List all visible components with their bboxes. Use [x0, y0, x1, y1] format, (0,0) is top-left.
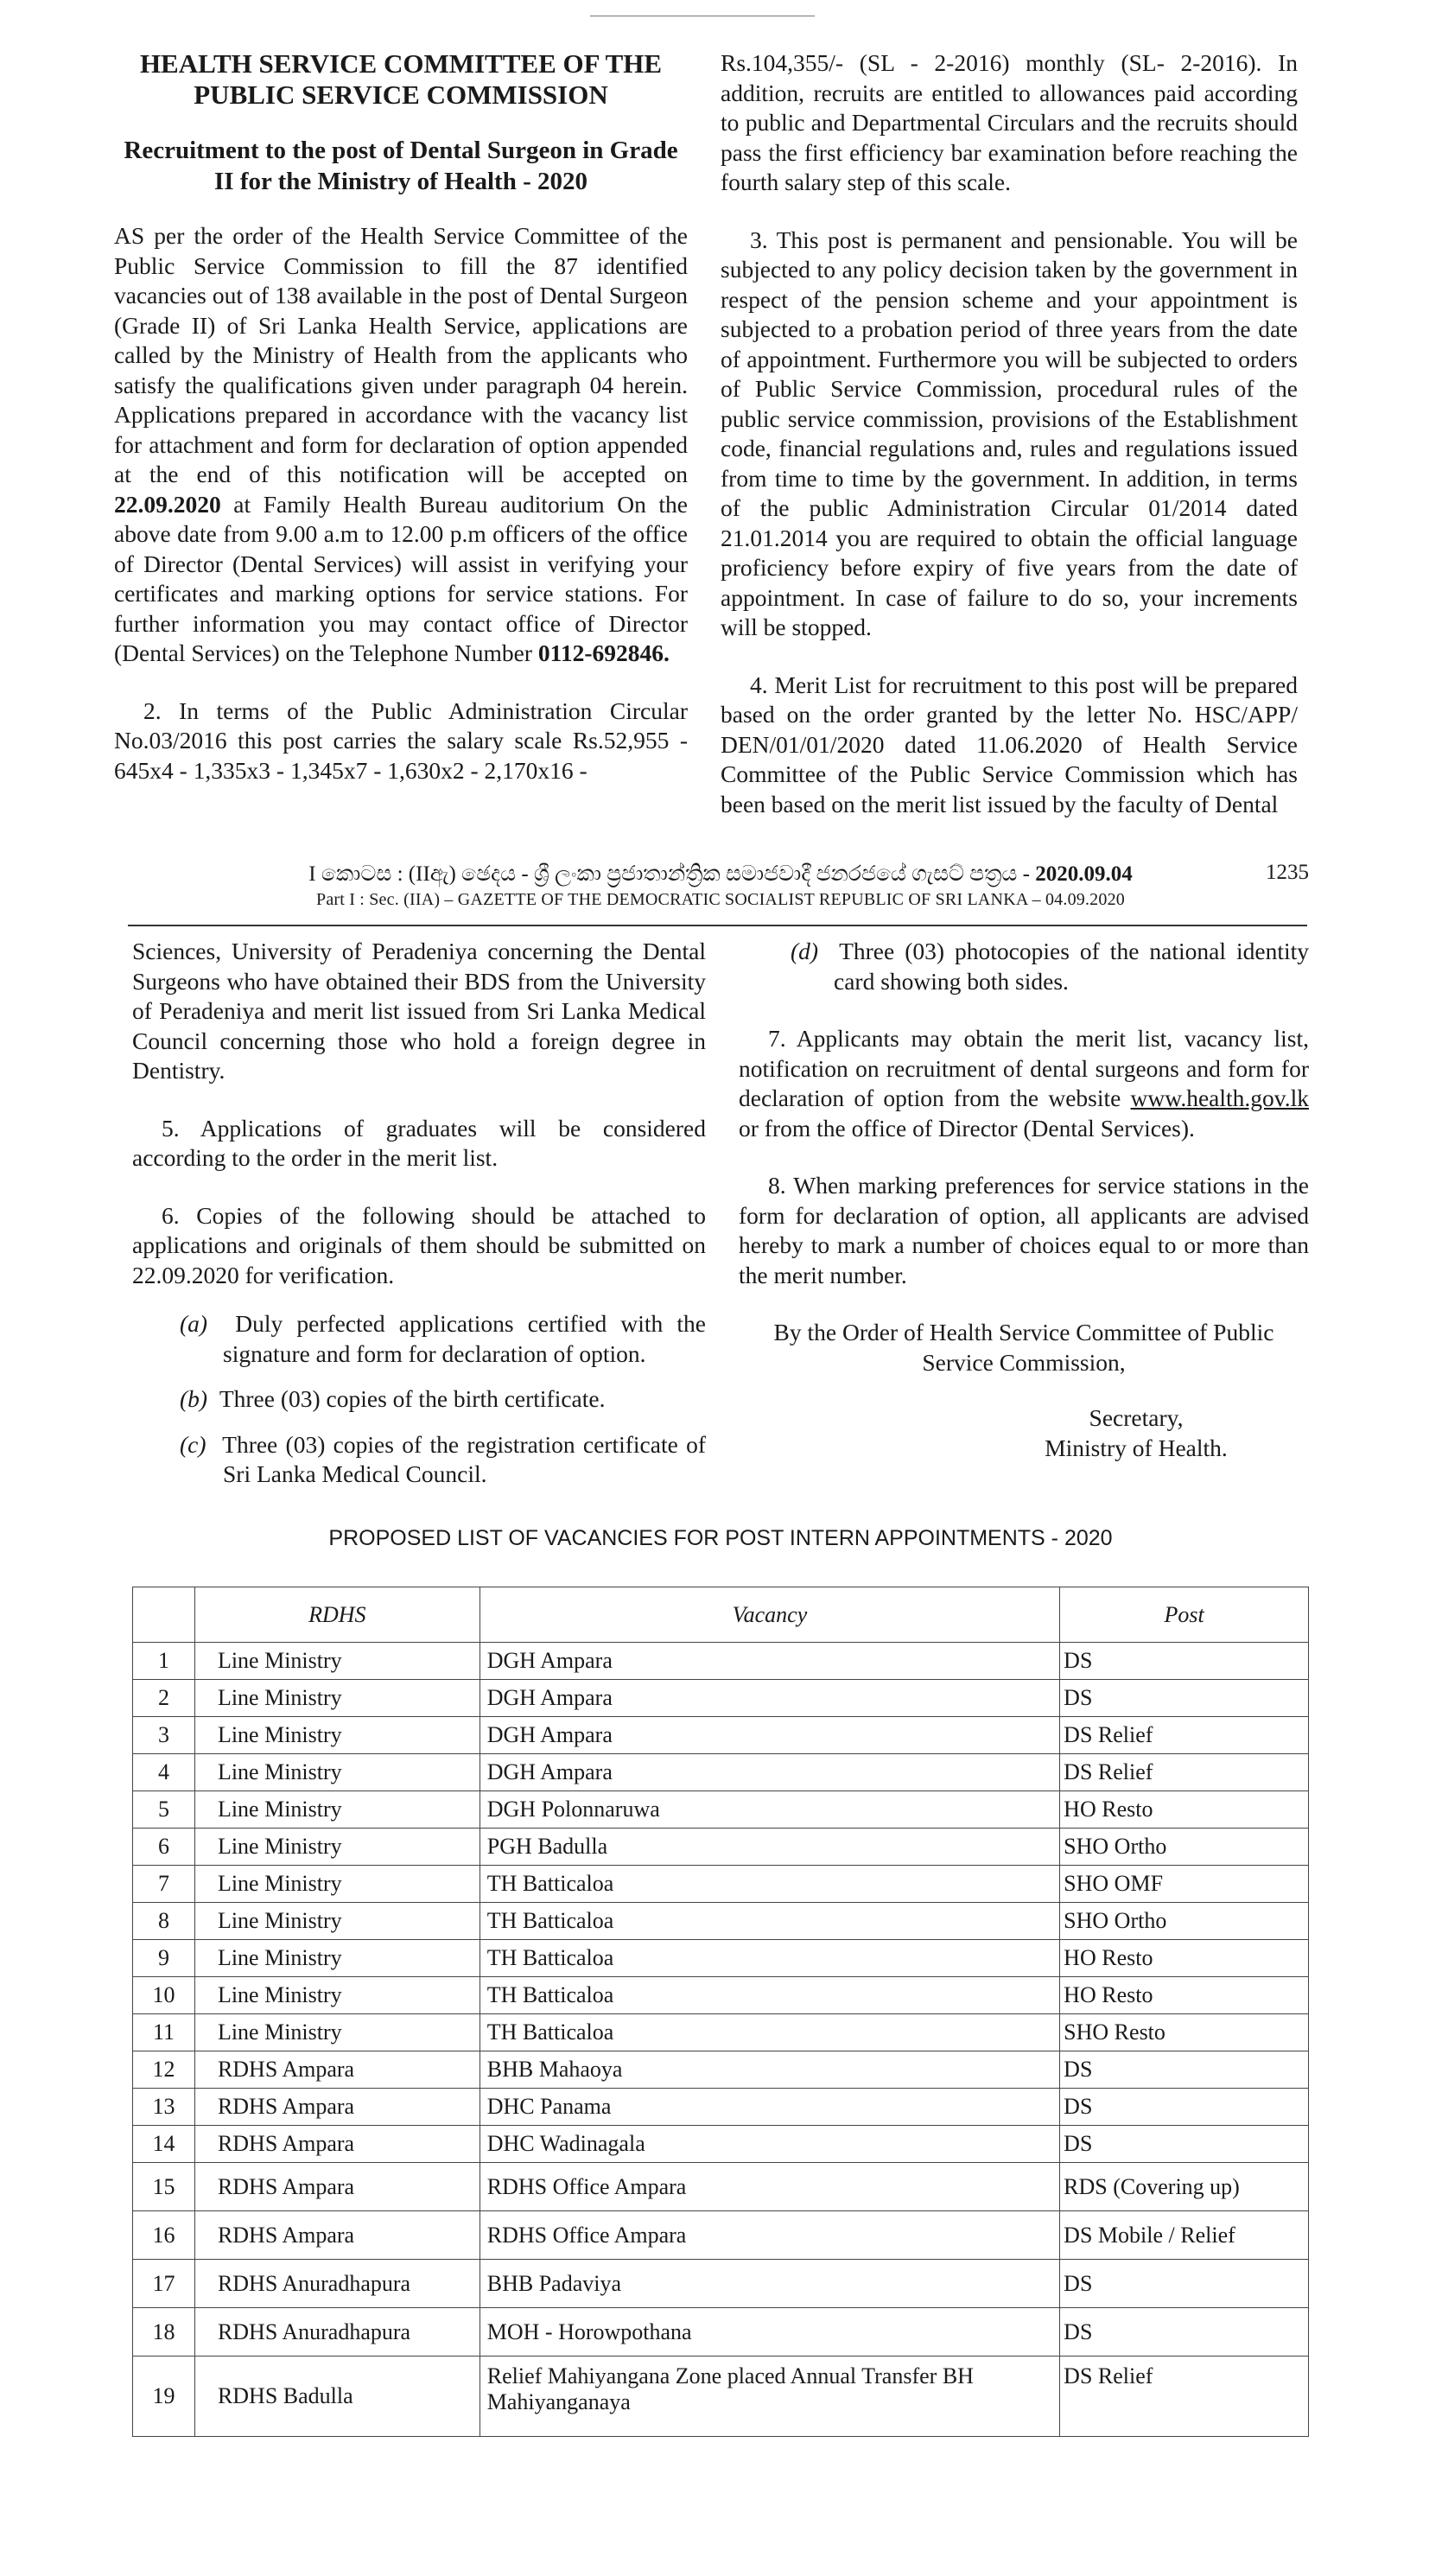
cell-vacancy: DHC Panama: [480, 2089, 1059, 2126]
cell-number: 9: [133, 1940, 195, 1977]
cell-vacancy: TH Batticaloa: [480, 1940, 1059, 1977]
table-row: [133, 1643, 1309, 1680]
upper-left-column: [114, 48, 688, 786]
recruitment-heading: Recruitment to the post of Dental Surgeon in Grade II for the Ministry of Health - 2020: [124, 137, 678, 195]
signatory-title: Secretary,: [1089, 1404, 1184, 1431]
table-row: [133, 2126, 1309, 2163]
vacancy-table: [132, 1587, 1309, 2437]
lower-left-column: [132, 937, 706, 1505]
list-item: (b) Three (03) copies of the birth certificate.: [180, 1385, 606, 1412]
cell-number: 8: [133, 1903, 195, 1940]
cell-rdhs: RDHS Ampara: [194, 2211, 480, 2260]
paragraph-6: 6. Copies of the following should be attached to applications and originals of them should be submitted on 22.09.2020 for verification.: [132, 1201, 706, 1288]
health-website-link[interactable]: www.health.gov.lk: [1130, 1084, 1309, 1111]
cell-rdhs: Line Ministry: [194, 1791, 480, 1829]
cell-rdhs: Line Ministry: [194, 1866, 480, 1903]
paragraph-2-continued: Rs.104,355/- (SL - 2-2016) monthly (SL- 2-2016). In addition, recruits are entitled to allowances paid according to public and Departmental Circulars and the recruits should pass the first efficiency bar examination before reaching the fourth salary step of this scale.: [721, 49, 1298, 195]
cell-number: 10: [133, 1977, 195, 2014]
cell-number: 12: [133, 2051, 195, 2089]
paragraph-1: AS per the order of the Health Service Committee of the Public Service Commission to fill the 87 identified vacancies out of 138 available in the post of Dental Surgeon (Grade II) of Sri Lanka Health Service, applications are called by the Ministry of Health from the applicants who satisfy the qualifications given under paragraph 04 herein. Applications prepared in accordance with the vacancy list for attachment and form for declaration of option appended at the end of this notification will be accepted on 22.09.2020 at Family Health Bureau auditorium On the above date from 9.00 a.m to 12.00 p.m officers of the office of Director (Dental Services) will assist in verifying your certificates and marking options for service stations. For further information you may contact office of Director (Dental Services) on the Telephone Number 0112-692846.: [114, 222, 688, 666]
cell-post: HO Resto: [1060, 1977, 1309, 2014]
telephone-number: 0112-692846.: [537, 639, 670, 666]
cell-rdhs: Line Ministry: [194, 2014, 480, 2051]
cell-post: DS: [1060, 1643, 1309, 1680]
cell-post: DS Mobile / Relief: [1060, 2211, 1309, 2260]
cell-post: SHO Ortho: [1060, 1829, 1309, 1866]
table-row: [133, 1977, 1309, 2014]
cell-number: 18: [133, 2308, 195, 2357]
vacancy-table-body: [133, 1643, 1309, 2437]
table-row: [133, 2163, 1309, 2211]
cell-vacancy: TH Batticaloa: [480, 2014, 1059, 2051]
cell-rdhs: RDHS Badulla: [194, 2357, 480, 2437]
cell-post: SHO Ortho: [1060, 1903, 1309, 1940]
signatory-ministry: Ministry of Health.: [1045, 1434, 1228, 1461]
table-row: [133, 2051, 1309, 2089]
cell-number: 4: [133, 1754, 195, 1791]
cell-number: 7: [133, 1866, 195, 1903]
cell-number: 15: [133, 2163, 195, 2211]
cell-vacancy: TH Batticaloa: [480, 1903, 1059, 1940]
cell-rdhs: Line Ministry: [194, 1977, 480, 2014]
cell-number: 19: [133, 2357, 195, 2437]
page-number: 1235: [1266, 861, 1309, 884]
cell-vacancy: BHB Mahaoya: [480, 2051, 1059, 2089]
cell-vacancy: DGH Polonnaruwa: [480, 1791, 1059, 1829]
gazette-header: [132, 861, 1309, 911]
cell-vacancy: DGH Ampara: [480, 1754, 1059, 1791]
cell-post: HO Resto: [1060, 1940, 1309, 1977]
paragraph-4-continued: Sciences, University of Peradeniya concerning the Dental Surgeons who have obtained their BDS from the University of Peradeniya and merit list issued from Sri Lanka Medical Council concerning those who hold a foreign degree in Dentistry.: [132, 938, 706, 1084]
gazette-header-sinhala: I කොටස : (IIඇ) ඡෙදය - ශ්‍රී ලංකා ප්‍රජාතාන්ත්‍රික සමාජවාදී ජනරජයේ ගැසට් පත්‍රය - 2020.09.04: [308, 862, 1133, 886]
cell-post: DS: [1060, 1680, 1309, 1717]
table-row: [133, 1680, 1309, 1717]
list-item: (d) Three (03) photocopies of the national identity card showing both sides.: [791, 938, 1309, 995]
cell-vacancy: PGH Badulla: [480, 1829, 1059, 1866]
cell-rdhs: Line Ministry: [194, 1643, 480, 1680]
cell-rdhs: Line Ministry: [194, 1940, 480, 1977]
closing-date: 22.09.2020: [114, 490, 221, 518]
cell-vacancy: DHC Wadinagala: [480, 2126, 1059, 2163]
cell-vacancy: DGH Ampara: [480, 1717, 1059, 1754]
paragraph-5: 5. Applications of graduates will be considered according to the order in the merit list.: [132, 1114, 706, 1171]
cell-rdhs: Line Ministry: [194, 1903, 480, 1940]
paragraph-4: 4. Merit List for recruitment to this post will be prepared based on the order granted by the letter No. HSC/APP/ DEN/01/01/2020 dated 11.06.2020 of Health Service Committee of the Public Service Commission which has been based on the merit list issued by the faculty of Dental: [721, 671, 1298, 817]
cell-rdhs: Line Ministry: [194, 1680, 480, 1717]
cell-number: 3: [133, 1717, 195, 1754]
cell-vacancy: MOH - Horowpothana: [480, 2308, 1059, 2357]
cell-post: DS Relief: [1060, 1717, 1309, 1754]
upper-right-column: [721, 48, 1298, 819]
cell-vacancy: BHB Padaviya: [480, 2260, 1059, 2308]
paragraph-8: 8. When marking preferences for service stations in the form for declaration of option, all applicants are advised hereby to mark a number of choices equal to or more than the merit number.: [739, 1172, 1309, 1288]
cell-number: 1: [133, 1643, 195, 1680]
cell-rdhs: RDHS Anuradhapura: [194, 2260, 480, 2308]
cell-rdhs: RDHS Ampara: [194, 2126, 480, 2163]
cell-rdhs: Line Ministry: [194, 1754, 480, 1791]
cell-rdhs: RDHS Ampara: [194, 2051, 480, 2089]
list-item: (c) Three (03) copies of the registration certificate of Sri Lanka Medical Council.: [180, 1430, 707, 1487]
cell-post: SHO OMF: [1060, 1866, 1309, 1903]
paragraph-7: 7. Applicants may obtain the merit list, vacancy list, notification on recruitment of dental surgeons and form for declaration of option from the website www.health.gov.lk or from the office of Director (Dental Services).: [739, 1025, 1309, 1142]
list-item: (a) Duly perfected applications certified with the signature and form for declaration of option.: [180, 1310, 706, 1367]
cell-post: DS: [1060, 2126, 1309, 2163]
signature-block: [739, 1403, 1309, 1463]
table-row: [133, 2260, 1309, 2308]
cell-post: RDS (Covering up): [1060, 2163, 1309, 2211]
table-row: [133, 1791, 1309, 1829]
table-row: [133, 1829, 1309, 1866]
header-number: [133, 1587, 195, 1643]
order-statement: By the Order of Health Service Committee of Public Service Commission,: [773, 1319, 1274, 1376]
cell-rdhs: RDHS Anuradhapura: [194, 2308, 480, 2357]
cell-vacancy: RDHS Office Ampara: [480, 2163, 1059, 2211]
table-row: [133, 2308, 1309, 2357]
table-row: [133, 1903, 1309, 1940]
paragraph-3: 3. This post is permanent and pensionable. You will be subjected to any policy decision taken by the government in respect of the pension scheme and your appointment is subjected to a probation period of three years from the date of appointment. Furthermore you will be subjected to orders of Public Service Commission, procedural rules of the public service commission, provisions of the Establishment code, financial regulations and, rules and regulations issued from time to time by the government. In addition, in terms of the public Administration Circular 01/2014 dated 21.01.2014 you are required to obtain the official language proficiency before expiry of five years from the date of appointment. In case of failure to do so, your increments will be stopped.: [721, 226, 1298, 640]
committee-heading: HEALTH SERVICE COMMITTEE OF THE PUBLIC SERVICE COMMISSION: [139, 48, 663, 110]
cell-post: DS Relief: [1060, 2357, 1309, 2437]
cell-number: 5: [133, 1791, 195, 1829]
cell-vacancy: Relief Mahiyangana Zone placed Annual Transfer BH Mahiyanganaya: [480, 2357, 1059, 2437]
cell-post: HO Resto: [1060, 1791, 1309, 1829]
cell-number: 14: [133, 2126, 195, 2163]
header-vacancy: Vacancy: [480, 1587, 1059, 1643]
table-row: [133, 1940, 1309, 1977]
table-row: [133, 1866, 1309, 1903]
cell-post: DS: [1060, 2089, 1309, 2126]
cell-rdhs: RDHS Ampara: [194, 2163, 480, 2211]
header-rule: [128, 925, 1307, 926]
gazette-header-english: Part I : Sec. (IIA) – GAZETTE OF THE DEMOCRATIC SOCIALIST REPUBLIC OF SRI LANKA – 04.09.2020: [316, 890, 1125, 909]
table-row: [133, 2089, 1309, 2126]
cell-vacancy: RDHS Office Ampara: [480, 2211, 1059, 2260]
header-post: Post: [1060, 1587, 1309, 1643]
header-rdhs: RDHS: [194, 1587, 480, 1643]
table-row: [133, 1717, 1309, 1754]
table-row: [133, 1754, 1309, 1791]
cell-rdhs: Line Ministry: [194, 1717, 480, 1754]
cell-post: DS: [1060, 2308, 1309, 2357]
cell-post: DS Relief: [1060, 1754, 1309, 1791]
cell-rdhs: RDHS Ampara: [194, 2089, 480, 2126]
table-row: [133, 2357, 1309, 2437]
vacancy-table-title: PROPOSED LIST OF VACANCIES FOR POST INTERN APPOINTMENTS - 2020: [328, 1526, 1113, 1550]
cell-vacancy: TH Batticaloa: [480, 1977, 1059, 2014]
cell-post: SHO Resto: [1060, 2014, 1309, 2051]
cell-number: 17: [133, 2260, 195, 2308]
lower-right-column: [739, 937, 1309, 1463]
cell-vacancy: DGH Ampara: [480, 1643, 1059, 1680]
table-row: [133, 2211, 1309, 2260]
paragraph-2: 2. In terms of the Public Administration Circular No.03/2016 this post carries the salary scale Rs.52,955 - 645x4 - 1,335x3 - 1,345x7 - 1,630x2 - 2,170x16 -: [114, 696, 688, 784]
cell-number: 6: [133, 1829, 195, 1866]
cell-number: 2: [133, 1680, 195, 1717]
cell-vacancy: DGH Ampara: [480, 1680, 1059, 1717]
cell-number: 11: [133, 2014, 195, 2051]
cell-number: 16: [133, 2211, 195, 2260]
table-row: [133, 2014, 1309, 2051]
table-header-row: [133, 1587, 1309, 1643]
cell-number: 13: [133, 2089, 195, 2126]
cell-post: DS: [1060, 2051, 1309, 2089]
cell-post: DS: [1060, 2260, 1309, 2308]
cell-vacancy: TH Batticaloa: [480, 1866, 1059, 1903]
cell-rdhs: Line Ministry: [194, 1829, 480, 1866]
